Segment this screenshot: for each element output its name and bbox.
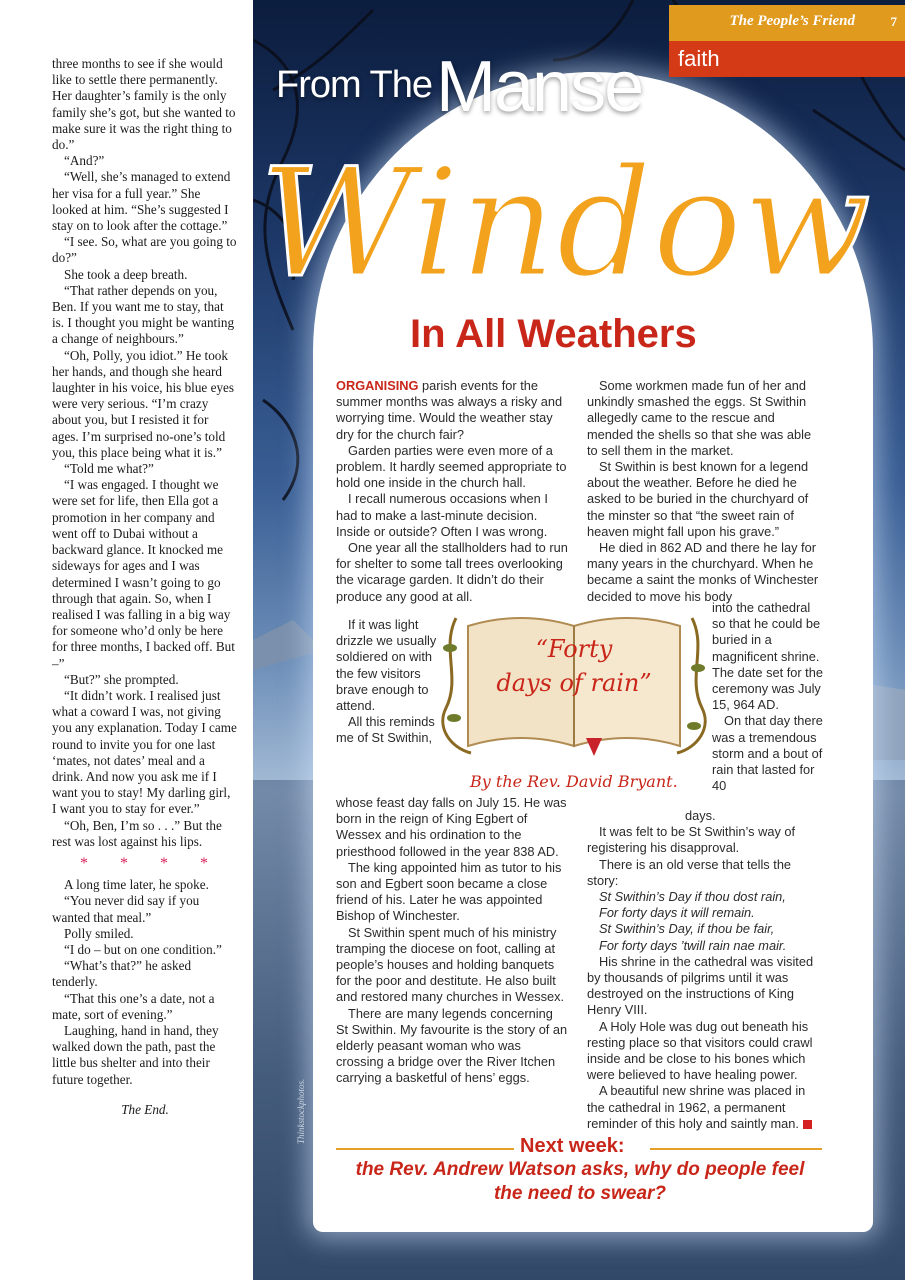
story-paragraph: “You never did say if you wanted that meal.” xyxy=(52,893,200,925)
article-paragraph: St Swithin spent much of his ministry tramping the diocese on foot, calling at people’s houses and holding banquets for the poor and destitute. He also built and restored many churches in Wessex. xyxy=(336,924,565,1005)
article-paragraph: A Holy Hole was dug out beneath his resting place so that visitors could crawl inside and be close to his bones which were believed to have healing power. xyxy=(587,1018,813,1083)
window-script-text: Window xyxy=(260,140,871,311)
verse-line: St Swithin’s Day if thou dost rain, xyxy=(599,889,786,905)
story-paragraph: “I do – but on one condition.” xyxy=(64,941,222,957)
story-paragraph: “Well, she’s managed to extend her visa for a full year.” She looked at him. “She’s suggested I stay on to look after the cottage.” xyxy=(52,169,231,234)
article-paragraph xyxy=(336,378,568,443)
story-column xyxy=(0,0,253,1280)
article-paragraph: It was felt to be St Swithin’s way of registering his disapproval. xyxy=(587,824,796,856)
divider-line xyxy=(336,1148,514,1150)
next-week-heading: Next week: xyxy=(520,1135,625,1157)
lead-word: ORGANISING xyxy=(336,378,419,393)
article-column-2 xyxy=(587,378,819,605)
article-paragraph: whose feast day falls on July 15. He was born in the reign of King Egbert of Wessex and his ordination to the priesthood followed in the year 838 AD. xyxy=(336,795,567,859)
article-paragraph: On that day there was a tremendous storm and a bout of rain that lasted for 40 xyxy=(712,713,823,794)
story-paragraph: She took a deep breath. xyxy=(64,266,188,282)
heading-manse: Manse xyxy=(436,47,643,127)
article-paragraph: His shrine in the cathedral was visited by thousands of pilgrims until it was destroyed on the instructions of King Henry VIII. xyxy=(587,953,814,1018)
story-paragraph: “I was engaged. I thought we were set for life, then Ella got a promotion in her company and went off to Dubai without a backward glance. It knocked me sideways for ages and I was determined I wasn’t going to go through that again. So, when I realised I was falling in a big way for someone who’d only be here for three months, I backed off. But –” xyxy=(52,477,235,671)
pull-quote-line: days of rain” xyxy=(496,669,652,697)
byline: By the Rev. David Bryant. xyxy=(470,772,678,791)
article-paragraph: Some workmen made fun of her and unkindly smashed the eggs. St Swithin allegedly came to the rescue and mended the shells so that she was able to sell them in the market. xyxy=(587,378,812,458)
article-column-2-lower xyxy=(587,808,819,1132)
story-paragraph: “Oh, Ben, I’m so . . .” But the rest was lost against his lips. xyxy=(52,817,222,849)
article-column-1-lower xyxy=(336,795,568,1087)
article-paragraph: Garden parties were even more of a problem. It hardly seemed appropriate to hold one inside in the church hall. xyxy=(336,442,567,491)
story-paragraph: “Told me what?” xyxy=(64,461,154,477)
pull-quote xyxy=(474,632,674,700)
story-paragraph: “And?” xyxy=(64,153,105,169)
story-paragraph: “Oh, Polly, you idiot.” He took her hands, and though she heard laughter in his voice, his blue eyes were very serious. “I’m crazy about you, but I resisted it for ages. I’m surprised no-one’s told you, this place being what it is.” xyxy=(52,347,235,460)
article-paragraph: There are many legends concerning St Swithin. My favourite is the story of an elderly peasant woman who was crossing a bridge over the River Itchen carrying a basketful of hens’ eggs. xyxy=(336,1005,568,1086)
story-text xyxy=(52,56,238,1118)
heading-from-the: From The xyxy=(276,64,433,106)
story-paragraph: “That rather depends on you, Ben. If you want me to stay, that is. I thought you might be wanting a change of neighbours.” xyxy=(52,282,235,347)
article-paragraph: The king appointed him as tutor to his son and Egbert soon became a close friend of his. Later he was appointed Bishop of Winchester. xyxy=(336,859,562,924)
article-paragraph: If it was light drizzle we usually soldiered on with the few visitors brave enough to attend. xyxy=(336,617,437,714)
heading-window-script xyxy=(250,140,890,320)
section-divider: * * * * xyxy=(80,854,222,872)
article-paragraph: He died in 862 AD and there he lay for many years in the churchyard. When he became a saint the monks of Winchester decided to move his body xyxy=(587,540,819,604)
closing-text: A beautiful new shrine was placed in the cathedral in 1962, a permanent reminder of this holy and saintly man. xyxy=(587,1083,806,1131)
article-column-1 xyxy=(336,378,568,605)
page-number: 7 xyxy=(890,14,897,29)
article-paragraph: into the cathedral so that he could be buried in a magnificent shrine. The date set for the ceremony was July 15, 964 AD. xyxy=(712,600,823,713)
verse-line: St Swithin’s Day, if thou be fair, xyxy=(599,921,775,937)
verse-line: For forty days ’twill rain nae mair. xyxy=(599,937,787,953)
story-paragraph: “But?” she prompted. xyxy=(64,671,179,687)
story-paragraph: “It didn’t work. I realised just what a coward I was, not giving you any explanation. Today I came round to invite you for one last ‘mates, not dates’ meal and a drink. And now you ask me if I want you to stay! My darling girl, I want you to stay for ever.” xyxy=(52,687,237,817)
magazine-name: The People’s Friend xyxy=(729,13,855,29)
article-paragraph: days. xyxy=(685,808,716,823)
story-paragraph: Polly smiled. xyxy=(64,925,134,941)
article-paragraph: I recall numerous occasions when I had to make a last-minute decision. Inside or outside? Often I was wrong. xyxy=(336,491,548,539)
verse-line: For forty days it will remain. xyxy=(599,905,755,921)
story-paragraph: “I see. So, what are you going to do?” xyxy=(52,234,237,266)
next-week-teaser: the Rev. Andrew Watson asks, why do people feel the need to swear? xyxy=(355,1159,805,1204)
section-label: faith xyxy=(678,46,720,71)
story-paragraph: three months to see if she would like to settle there permanently. Her daughter’s family is the only family she’s got, but she wanted to make sure it was the right thing to do.” xyxy=(52,56,236,153)
story-paragraph: Laughing, hand in hand, they walked down the path, past the little bus shelter and into their future together. xyxy=(52,1022,219,1087)
article-paragraph: All this reminds me of St Swithin, xyxy=(336,714,435,746)
article-column-2-wrap xyxy=(712,600,824,794)
pull-quote-line: “Forty xyxy=(535,635,613,663)
article-paragraph: St Swithin is best known for a legend about the weather. Before he died he asked to be buried in the churchyard of the minster so that “the sweet rain of heaven might fall upon his grave.” xyxy=(587,459,809,539)
story-paragraph: “What’s that?” he asked tenderly. xyxy=(52,958,192,990)
story-paragraph: A long time later, he spoke. xyxy=(64,877,209,893)
article-title: In All Weathers xyxy=(410,312,697,356)
article-column-1-wrap xyxy=(336,617,448,747)
divider-line xyxy=(650,1148,822,1150)
article-paragraph xyxy=(587,1083,819,1132)
photo-credit: Thinkstockphotos. xyxy=(296,1078,306,1144)
lead-paragraph-text: parish events for the summer months was always a risky and worrying time. Would the weather stay dry for the church fair? xyxy=(336,378,563,442)
the-end: The End. xyxy=(121,1101,169,1117)
article-paragraph: There is an old verse that tells the story: xyxy=(587,856,792,888)
article-paragraph: One year all the stallholders had to run for shelter to some tall trees overlooking the vicarage garden. It didn’t do their produce any good at all. xyxy=(336,540,568,604)
story-paragraph: “That this one’s a date, not a mate, sort of evening.” xyxy=(52,990,215,1022)
end-mark-icon xyxy=(803,1120,812,1129)
